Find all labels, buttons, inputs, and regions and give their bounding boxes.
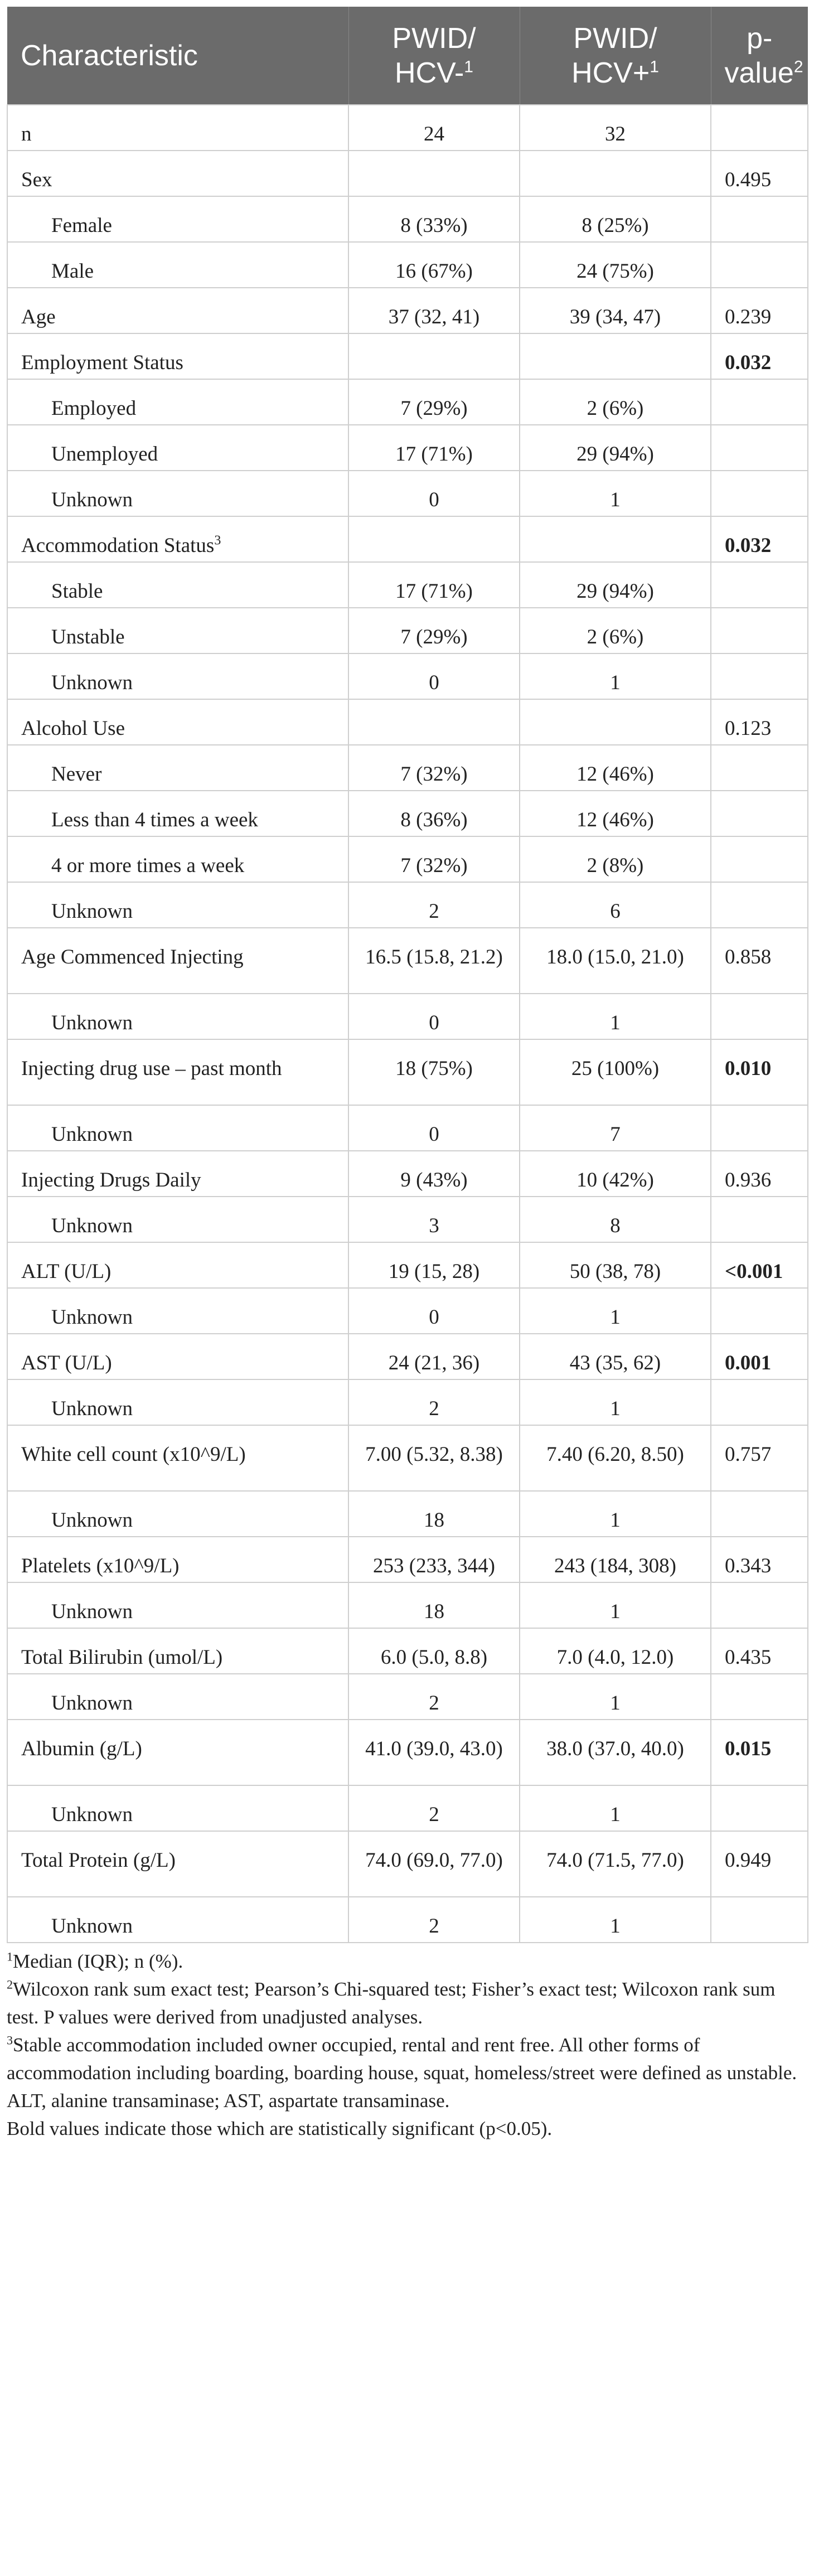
- row-characteristic-label: Unemployed: [51, 443, 158, 466]
- row-hcv-positive-value: 50 (38, 78): [520, 1242, 711, 1288]
- row-hcv-negative-value: 0: [348, 994, 520, 1039]
- row-hcv-negative-value: 24 (21, 36): [348, 1334, 520, 1379]
- row-hcv-positive-value: 2 (6%): [520, 379, 711, 425]
- row-characteristic: [7, 699, 348, 745]
- footnote-marker: 3: [7, 2033, 13, 2047]
- row-hcv-positive-value: 24 (75%): [520, 242, 711, 288]
- row-p-value: [711, 994, 808, 1039]
- row-characteristic: [7, 196, 348, 242]
- row-characteristic: [7, 1674, 348, 1720]
- row-hcv-negative-value: 2: [348, 1674, 520, 1720]
- table-row: [7, 516, 808, 562]
- row-characteristic-label: Unknown: [51, 1306, 133, 1329]
- table-row: [7, 379, 808, 425]
- table-row: [7, 471, 808, 516]
- row-characteristic-label: Unknown: [51, 1214, 133, 1237]
- row-characteristic-label: Albumin (g/L): [21, 1737, 142, 1760]
- row-hcv-positive-value: 8 (25%): [520, 196, 711, 242]
- table-footnotes: [7, 1948, 807, 2143]
- row-characteristic: [7, 1720, 348, 1785]
- header-p-value-label: p-value: [724, 22, 794, 89]
- row-characteristic-label: Employment Status: [21, 351, 183, 374]
- row-p-value: 0.239: [711, 288, 808, 333]
- row-characteristic-label: Sex: [21, 168, 52, 191]
- row-hcv-negative-value: 17 (71%): [348, 562, 520, 608]
- row-p-value: [711, 105, 808, 151]
- row-characteristic: [7, 1039, 348, 1105]
- table-row: [7, 928, 808, 994]
- row-hcv-negative-value: 2: [348, 1785, 520, 1831]
- table-row: [7, 288, 808, 333]
- row-characteristic-label: Stable: [51, 580, 103, 603]
- row-characteristic: [7, 471, 348, 516]
- footnote: [7, 1975, 807, 2031]
- row-hcv-positive-value: 1: [520, 653, 711, 699]
- row-characteristic-label: Employed: [51, 397, 137, 420]
- row-characteristic-label: Male: [51, 260, 94, 283]
- row-p-value: [711, 242, 808, 288]
- header-p-value: [711, 7, 808, 105]
- row-hcv-positive-value: 2 (8%): [520, 836, 711, 882]
- row-characteristic: [7, 1831, 348, 1897]
- header-hcv-negative-footnote-ref: 1: [464, 57, 473, 76]
- row-characteristic-label: White cell count (x10^9/L): [21, 1443, 246, 1466]
- table-row: [7, 1334, 808, 1379]
- table-row: [7, 333, 808, 379]
- row-hcv-positive-value: 7: [520, 1105, 711, 1151]
- row-hcv-negative-value: 0: [348, 1105, 520, 1151]
- row-characteristic-label: Unstable: [51, 626, 125, 648]
- row-characteristic-label: Unknown: [51, 488, 133, 511]
- row-characteristic: [7, 1425, 348, 1491]
- table-row: [7, 699, 808, 745]
- row-p-value: [711, 1897, 808, 1943]
- row-characteristic: [7, 562, 348, 608]
- row-hcv-negative-value: 24: [348, 105, 520, 151]
- table-row: [7, 1537, 808, 1582]
- row-p-value: [711, 1197, 808, 1242]
- row-p-value: <0.001: [711, 1242, 808, 1288]
- row-hcv-negative-value: 8 (36%): [348, 791, 520, 836]
- footnote-text: Stable accommodation included owner occupied, rental and rent free. All other forms of accommodation including boarding, boarding house, squat, homeless/street were defined as unstable.: [7, 2034, 797, 2084]
- header-characteristic-label: Characteristic: [21, 39, 198, 72]
- row-characteristic-label: Age Commenced Injecting: [21, 946, 244, 969]
- row-characteristic: [7, 1628, 348, 1674]
- row-hcv-positive-value: 29 (94%): [520, 562, 711, 608]
- row-hcv-negative-value: 6.0 (5.0, 8.8): [348, 1628, 520, 1674]
- row-p-value: [711, 471, 808, 516]
- row-characteristic-label: ALT (U/L): [21, 1260, 112, 1283]
- row-characteristic-label: Unknown: [51, 1509, 133, 1532]
- row-characteristic: [7, 425, 348, 471]
- table-row: [7, 1242, 808, 1288]
- row-hcv-positive-value: 32: [520, 105, 711, 151]
- row-hcv-negative-value: 7.00 (5.32, 8.38): [348, 1425, 520, 1491]
- row-hcv-positive-value: 7.0 (4.0, 12.0): [520, 1628, 711, 1674]
- row-hcv-negative-value: 17 (71%): [348, 425, 520, 471]
- row-characteristic: [7, 333, 348, 379]
- row-characteristic: [7, 1491, 348, 1537]
- row-characteristic-label: Less than 4 times a week: [51, 808, 258, 831]
- table-row: [7, 1628, 808, 1674]
- row-p-value: 0.032: [711, 516, 808, 562]
- footnote: [7, 2115, 807, 2143]
- row-characteristic-label: Female: [51, 214, 112, 237]
- row-hcv-positive-value: 29 (94%): [520, 425, 711, 471]
- table-row: [7, 1039, 808, 1105]
- row-characteristic-label: Unknown: [51, 1600, 133, 1623]
- header-characteristic: [7, 7, 348, 105]
- row-p-value: 0.343: [711, 1537, 808, 1582]
- row-footnote-ref: 3: [214, 533, 221, 548]
- row-p-value: 0.495: [711, 151, 808, 196]
- row-hcv-positive-value: 10 (42%): [520, 1151, 711, 1197]
- row-hcv-negative-value: 7 (32%): [348, 836, 520, 882]
- row-characteristic-label: Unknown: [51, 1011, 133, 1034]
- row-hcv-positive-value: 1: [520, 1491, 711, 1537]
- row-hcv-positive-value: [520, 699, 711, 745]
- row-hcv-negative-value: 7 (29%): [348, 608, 520, 653]
- footnote: [7, 1948, 807, 1975]
- row-hcv-negative-value: [348, 333, 520, 379]
- row-p-value: 0.001: [711, 1334, 808, 1379]
- table-row: [7, 151, 808, 196]
- row-hcv-negative-value: 18 (75%): [348, 1039, 520, 1105]
- footnote-text: Bold values indicate those which are statistically significant (p<0.05).: [7, 2118, 553, 2139]
- row-characteristic: [7, 653, 348, 699]
- row-characteristic-label: n: [21, 123, 32, 146]
- row-characteristic-label: Unknown: [51, 1692, 133, 1715]
- row-hcv-negative-value: 2: [348, 882, 520, 928]
- footnote-marker: 2: [7, 1977, 13, 1992]
- row-p-value: 0.757: [711, 1425, 808, 1491]
- header-hcv-positive-footnote-ref: 1: [650, 57, 659, 76]
- table-row: [7, 562, 808, 608]
- row-hcv-positive-value: 1: [520, 994, 711, 1039]
- row-hcv-negative-value: [348, 516, 520, 562]
- row-characteristic: [7, 1151, 348, 1197]
- row-p-value: 0.123: [711, 699, 808, 745]
- row-characteristic-label: Unknown: [51, 900, 133, 923]
- row-characteristic-label: Injecting drug use – past month: [21, 1057, 282, 1080]
- table-row: [7, 653, 808, 699]
- row-p-value: 0.015: [711, 1720, 808, 1785]
- table-row: [7, 1288, 808, 1334]
- table-row: [7, 425, 808, 471]
- footnote: [7, 2087, 807, 2115]
- row-characteristic: [7, 379, 348, 425]
- row-p-value: 0.949: [711, 1831, 808, 1897]
- row-hcv-negative-value: 0: [348, 471, 520, 516]
- table-row: [7, 994, 808, 1039]
- table-header: [7, 7, 808, 105]
- table-row: [7, 1831, 808, 1897]
- row-hcv-negative-value: 0: [348, 1288, 520, 1334]
- row-hcv-positive-value: 8: [520, 1197, 711, 1242]
- footnote: [7, 2031, 807, 2087]
- row-characteristic: [7, 791, 348, 836]
- table-row: [7, 745, 808, 791]
- row-hcv-positive-value: 39 (34, 47): [520, 288, 711, 333]
- row-hcv-negative-value: [348, 699, 520, 745]
- row-characteristic-label: Unknown: [51, 1915, 133, 1938]
- row-characteristic: [7, 1242, 348, 1288]
- row-hcv-negative-value: 16.5 (15.8, 21.2): [348, 928, 520, 994]
- table-row: [7, 105, 808, 151]
- header-hcv-negative: [348, 7, 520, 105]
- row-hcv-positive-value: 243 (184, 308): [520, 1537, 711, 1582]
- row-hcv-negative-value: 8 (33%): [348, 196, 520, 242]
- row-characteristic-label: Accommodation Status: [21, 534, 215, 557]
- table-row: [7, 836, 808, 882]
- row-hcv-positive-value: 74.0 (71.5, 77.0): [520, 1831, 711, 1897]
- row-characteristic-label: Total Protein (g/L): [21, 1849, 176, 1872]
- table-row: [7, 608, 808, 653]
- row-characteristic-label: AST (U/L): [21, 1352, 112, 1374]
- row-hcv-negative-value: 7 (29%): [348, 379, 520, 425]
- header-hcv-positive-label: PWID/ HCV+: [571, 22, 657, 89]
- table-row: [7, 1197, 808, 1242]
- row-characteristic: [7, 836, 348, 882]
- row-p-value: [711, 653, 808, 699]
- row-characteristic: [7, 516, 348, 562]
- row-characteristic-label: Age: [21, 306, 56, 328]
- row-hcv-negative-value: 253 (233, 344): [348, 1537, 520, 1582]
- row-characteristic: [7, 882, 348, 928]
- row-hcv-negative-value: 2: [348, 1897, 520, 1943]
- row-hcv-negative-value: 16 (67%): [348, 242, 520, 288]
- row-characteristic: [7, 928, 348, 994]
- table-row: [7, 1425, 808, 1491]
- row-characteristic: [7, 242, 348, 288]
- table-row: [7, 882, 808, 928]
- row-characteristic: [7, 1897, 348, 1943]
- row-hcv-positive-value: [520, 333, 711, 379]
- header-p-value-footnote-ref: 2: [793, 57, 803, 76]
- header-hcv-negative-label: PWID/ HCV-: [392, 22, 476, 89]
- row-characteristic: [7, 745, 348, 791]
- row-characteristic: [7, 1582, 348, 1628]
- row-p-value: [711, 608, 808, 653]
- row-p-value: [711, 1674, 808, 1720]
- row-characteristic-label: Unknown: [51, 1803, 133, 1826]
- row-hcv-negative-value: 0: [348, 653, 520, 699]
- row-characteristic-label: Injecting Drugs Daily: [21, 1169, 201, 1192]
- row-hcv-positive-value: 1: [520, 1674, 711, 1720]
- table-row: [7, 1582, 808, 1628]
- row-hcv-positive-value: 1: [520, 1379, 711, 1425]
- row-characteristic: [7, 1288, 348, 1334]
- row-characteristic: [7, 1785, 348, 1831]
- row-hcv-positive-value: 7.40 (6.20, 8.50): [520, 1425, 711, 1491]
- row-characteristic: [7, 151, 348, 196]
- table-row: [7, 1897, 808, 1943]
- row-hcv-negative-value: 19 (15, 28): [348, 1242, 520, 1288]
- row-hcv-negative-value: 2: [348, 1379, 520, 1425]
- row-characteristic-label: 4 or more times a week: [51, 854, 245, 877]
- row-p-value: [711, 745, 808, 791]
- row-hcv-positive-value: 1: [520, 471, 711, 516]
- row-hcv-negative-value: [348, 151, 520, 196]
- row-characteristic: [7, 994, 348, 1039]
- footnote-text: Median (IQR); n (%).: [13, 1950, 183, 1972]
- table-row: [7, 1674, 808, 1720]
- row-characteristic: [7, 105, 348, 151]
- row-characteristic-label: Unknown: [51, 1397, 133, 1420]
- header-row: [7, 7, 808, 105]
- row-p-value: 0.858: [711, 928, 808, 994]
- row-characteristic: [7, 288, 348, 333]
- row-hcv-negative-value: 7 (32%): [348, 745, 520, 791]
- row-characteristic: [7, 608, 348, 653]
- row-characteristic-label: Total Bilirubin (umol/L): [21, 1646, 223, 1669]
- row-p-value: [711, 379, 808, 425]
- row-p-value: 0.032: [711, 333, 808, 379]
- row-p-value: [711, 425, 808, 471]
- row-characteristic-label: Never: [51, 763, 102, 786]
- row-hcv-positive-value: [520, 151, 711, 196]
- row-characteristic: [7, 1537, 348, 1582]
- row-characteristic: [7, 1197, 348, 1242]
- row-characteristic: [7, 1379, 348, 1425]
- row-hcv-negative-value: 9 (43%): [348, 1151, 520, 1197]
- row-p-value: [711, 1288, 808, 1334]
- row-p-value: [711, 836, 808, 882]
- row-characteristic-label: Unknown: [51, 671, 133, 694]
- footnote-text: ALT, alanine transaminase; AST, aspartate transaminase.: [7, 2090, 450, 2112]
- document: [7, 7, 807, 2143]
- table-row: [7, 1379, 808, 1425]
- row-p-value: 0.936: [711, 1151, 808, 1197]
- row-characteristic: [7, 1334, 348, 1379]
- row-p-value: [711, 1491, 808, 1537]
- row-hcv-negative-value: 18: [348, 1582, 520, 1628]
- row-hcv-positive-value: 25 (100%): [520, 1039, 711, 1105]
- table-row: [7, 1105, 808, 1151]
- row-hcv-negative-value: 3: [348, 1197, 520, 1242]
- row-hcv-positive-value: 12 (46%): [520, 791, 711, 836]
- row-hcv-positive-value: 6: [520, 882, 711, 928]
- row-hcv-positive-value: 1: [520, 1897, 711, 1943]
- row-p-value: [711, 1785, 808, 1831]
- row-hcv-positive-value: 12 (46%): [520, 745, 711, 791]
- row-hcv-positive-value: 1: [520, 1288, 711, 1334]
- row-hcv-positive-value: 1: [520, 1785, 711, 1831]
- row-hcv-positive-value: [520, 516, 711, 562]
- row-p-value: 0.435: [711, 1628, 808, 1674]
- row-p-value: [711, 562, 808, 608]
- row-characteristic-label: Platelets (x10^9/L): [21, 1555, 180, 1577]
- table-row: [7, 1720, 808, 1785]
- row-p-value: [711, 1582, 808, 1628]
- row-characteristic-label: Unknown: [51, 1123, 133, 1146]
- row-p-value: [711, 1379, 808, 1425]
- row-hcv-negative-value: 41.0 (39.0, 43.0): [348, 1720, 520, 1785]
- footnote-marker: 1: [7, 1949, 13, 1964]
- table-row: [7, 242, 808, 288]
- table-row: [7, 196, 808, 242]
- row-hcv-positive-value: 43 (35, 62): [520, 1334, 711, 1379]
- table-body: [7, 105, 808, 1943]
- table-row: [7, 791, 808, 836]
- row-characteristic: [7, 1105, 348, 1151]
- row-hcv-negative-value: 37 (32, 41): [348, 288, 520, 333]
- row-p-value: [711, 196, 808, 242]
- row-hcv-negative-value: 18: [348, 1491, 520, 1537]
- row-hcv-positive-value: 38.0 (37.0, 40.0): [520, 1720, 711, 1785]
- characteristics-table: [7, 7, 808, 1943]
- row-hcv-positive-value: 2 (6%): [520, 608, 711, 653]
- row-p-value: [711, 791, 808, 836]
- row-characteristic-label: Alcohol Use: [21, 717, 125, 740]
- row-p-value: 0.010: [711, 1039, 808, 1105]
- row-hcv-positive-value: 18.0 (15.0, 21.0): [520, 928, 711, 994]
- table-row: [7, 1151, 808, 1197]
- row-hcv-negative-value: 74.0 (69.0, 77.0): [348, 1831, 520, 1897]
- row-p-value: [711, 882, 808, 928]
- table-row: [7, 1785, 808, 1831]
- row-hcv-positive-value: 1: [520, 1582, 711, 1628]
- footnote-text: Wilcoxon rank sum exact test; Pearson’s Chi-squared test; Fisher’s exact test; Wilcoxon rank sum test. P values were derived from unadjusted analyses.: [7, 1978, 776, 2028]
- table-row: [7, 1491, 808, 1537]
- row-p-value: [711, 1105, 808, 1151]
- header-hcv-positive: [520, 7, 711, 105]
